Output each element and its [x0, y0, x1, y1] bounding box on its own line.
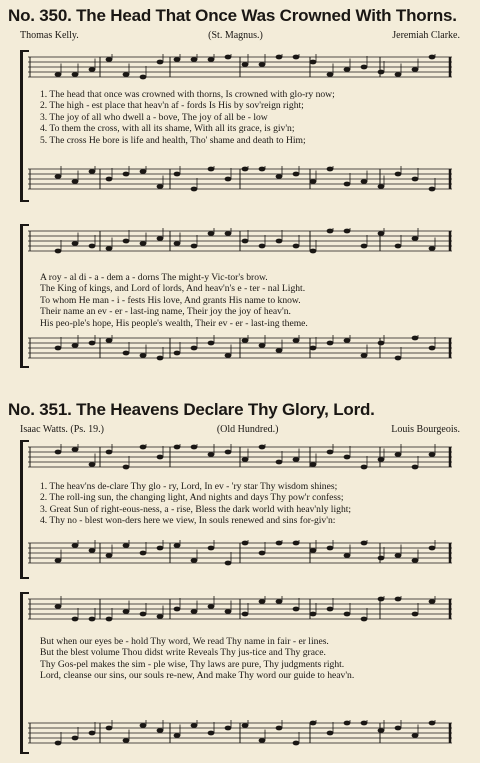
- note-head: [123, 239, 130, 244]
- note-head: [327, 341, 334, 346]
- verse-line: 3. The joy of all who dwell a - bove, The joy of all be - low: [40, 111, 268, 123]
- note-head: [55, 450, 62, 455]
- note-head: [361, 617, 368, 622]
- note-head: [395, 72, 402, 77]
- note-head: [293, 741, 300, 746]
- note-head: [225, 450, 232, 455]
- hymn-350-verses-b: [40, 272, 448, 329]
- verse-line: The King of kings, and Lord of lords, And heav'n's e - ter - nal Light.: [40, 283, 306, 295]
- note-head: [242, 239, 249, 244]
- note-head: [378, 231, 385, 236]
- note-head: [140, 445, 147, 450]
- note-head: [208, 341, 215, 346]
- note-head: [395, 452, 402, 457]
- note-head: [395, 172, 402, 177]
- note-head: [208, 57, 215, 62]
- note-head: [140, 551, 147, 556]
- note-head: [361, 65, 368, 70]
- note-head: [378, 184, 385, 189]
- note-head: [55, 741, 62, 746]
- hymn-351-author: Isaac Watts. (Ps. 19.): [20, 424, 104, 435]
- note-head: [429, 55, 436, 60]
- note-head: [293, 244, 300, 249]
- note-head: [191, 57, 198, 62]
- note-head: [225, 561, 232, 566]
- note-head: [276, 726, 283, 731]
- note-head: [412, 336, 419, 341]
- note-head: [327, 72, 334, 77]
- note-head: [259, 343, 266, 348]
- note-head: [208, 604, 215, 609]
- note-head: [395, 726, 402, 731]
- note-head: [378, 556, 385, 561]
- note-head: [123, 351, 130, 356]
- note-head: [293, 338, 300, 343]
- note-head: [123, 72, 130, 77]
- note-head: [344, 182, 351, 187]
- note-head: [327, 546, 334, 551]
- note-head: [157, 60, 164, 65]
- hymn-350-treble-staff-2: [28, 228, 452, 255]
- note-head: [191, 187, 198, 192]
- note-head: [191, 346, 198, 351]
- note-head: [123, 609, 130, 614]
- note-head: [208, 452, 215, 457]
- note-head: [208, 231, 215, 236]
- note-head: [191, 723, 198, 728]
- note-head: [310, 249, 317, 254]
- note-head: [242, 338, 249, 343]
- note-head: [225, 353, 232, 358]
- note-head: [293, 457, 300, 462]
- note-head: [174, 241, 181, 246]
- note-head: [344, 612, 351, 617]
- note-head: [378, 341, 385, 346]
- note-head: [123, 543, 130, 548]
- note-head: [157, 455, 164, 460]
- hymn-350-author: Thomas Kelly.: [20, 30, 79, 41]
- verse-line: 1. The heav'ns de-clare Thy glo - ry, Lord, In ev - 'ry star Thy wisdom shines;: [40, 481, 338, 492]
- note-head: [242, 62, 249, 67]
- note-head: [157, 184, 164, 189]
- note-head: [310, 462, 317, 467]
- note-head: [429, 599, 436, 604]
- note-head: [259, 445, 266, 450]
- note-head: [259, 599, 266, 604]
- note-head: [55, 346, 62, 351]
- hymn-351-treble-staff-1: [28, 444, 452, 471]
- note-head: [429, 187, 436, 192]
- note-head: [344, 229, 351, 234]
- note-head: [174, 543, 181, 548]
- note-head: [310, 179, 317, 184]
- verse-line: But the blest volume Thou didst write Reveals Thy jus-tice and Thy grace.: [40, 647, 326, 659]
- hymn-350-bass-staff-2: [28, 335, 452, 362]
- note-head: [276, 348, 283, 353]
- note-head: [174, 172, 181, 177]
- note-head: [55, 604, 62, 609]
- note-head: [276, 599, 283, 604]
- note-head: [157, 728, 164, 733]
- note-head: [106, 726, 113, 731]
- note-head: [412, 558, 419, 563]
- note-head: [412, 465, 419, 470]
- note-head: [412, 612, 419, 617]
- note-head: [242, 167, 249, 172]
- note-head: [395, 597, 402, 602]
- note-head: [72, 179, 79, 184]
- note-head: [140, 612, 147, 617]
- note-head: [191, 558, 198, 563]
- note-head: [174, 445, 181, 450]
- hymn-350-treble-staff-1: [28, 54, 452, 81]
- note-head: [157, 236, 164, 241]
- hymn-351-bass-staff-2: [28, 720, 452, 747]
- verse-line: 2. The roll-ing sun, the changing light, And nights and days Thy pow'r confess;: [40, 492, 344, 504]
- note-head: [361, 244, 368, 249]
- note-head: [310, 548, 317, 553]
- note-head: [140, 353, 147, 358]
- note-head: [259, 62, 266, 67]
- hymn-351-bass-staff-1: [28, 540, 452, 567]
- hymn-351-treble-staff-2: [28, 596, 452, 623]
- hymn-350-title: No. 350. The Head That Once Was Crowned With Thorns.: [8, 6, 457, 25]
- verse-line: Lord, cleanse our sins, our souls re-new, And make Thy word our guide to heav'n.: [40, 670, 355, 682]
- note-head: [208, 546, 215, 551]
- note-head: [89, 67, 96, 72]
- hymn-351-title: No. 351. The Heavens Declare Thy Glory, Lord.: [8, 400, 375, 419]
- note-head: [208, 167, 215, 172]
- note-head: [310, 612, 317, 617]
- verse-line: His peo-ple's hope, His people's wealth, Their ev - er - last-ing theme.: [40, 317, 308, 329]
- note-head: [55, 174, 62, 179]
- note-head: [140, 169, 147, 174]
- note-head: [276, 541, 283, 546]
- hymn-351-verses-b: [40, 636, 448, 682]
- note-head: [72, 543, 79, 548]
- note-head: [327, 229, 334, 234]
- note-head: [140, 75, 147, 80]
- hymn-351-credits: [20, 424, 460, 435]
- note-head: [191, 244, 198, 249]
- verse-line: But when our eyes be - hold Thy word, We read Thy name in fair - er lines.: [40, 636, 329, 647]
- hymn-350-verses-a: [40, 89, 448, 146]
- note-head: [310, 60, 317, 65]
- note-head: [276, 55, 283, 60]
- note-head: [106, 553, 113, 558]
- verse-line: 4. Thy no - blest won-ders here we view, In souls renewed and sins for-giv'n:: [40, 515, 336, 527]
- hymn-351-composer: Louis Bourgeois.: [391, 424, 460, 435]
- note-head: [276, 460, 283, 465]
- note-head: [378, 597, 385, 602]
- note-head: [429, 346, 436, 351]
- note-head: [174, 57, 181, 62]
- hymn-351-verses-a: [40, 481, 448, 527]
- note-head: [140, 241, 147, 246]
- note-head: [429, 546, 436, 551]
- note-head: [361, 721, 368, 726]
- hymn-351-tune: (Old Hundred.): [216, 424, 279, 435]
- note-head: [106, 338, 113, 343]
- note-head: [225, 55, 232, 60]
- note-head: [344, 721, 351, 726]
- note-head: [412, 236, 419, 241]
- note-head: [344, 553, 351, 558]
- note-head: [140, 723, 147, 728]
- note-head: [242, 457, 249, 462]
- verse-line: 3. Great Sun of right-eous-ness, a - rise, Bless the dark world with heav'nly light;: [40, 503, 352, 515]
- note-head: [106, 177, 113, 182]
- hymn-350-tune: (St. Magnus.): [208, 30, 263, 41]
- note-head: [89, 169, 96, 174]
- note-head: [429, 452, 436, 457]
- note-head: [225, 231, 232, 236]
- note-head: [106, 57, 113, 62]
- verse-line: 4. To them the cross, with all its shame, With all its grace, is giv'n;: [40, 123, 295, 135]
- note-head: [157, 614, 164, 619]
- note-head: [361, 179, 368, 184]
- note-head: [72, 241, 79, 246]
- verse-line: 1. The head that once was crowned with thorns, Is crowned with glo-ry now;: [40, 89, 335, 100]
- hymn-350-composer: Jeremiah Clarke.: [392, 30, 460, 41]
- note-head: [361, 353, 368, 358]
- note-head: [72, 736, 79, 741]
- note-head: [310, 721, 317, 726]
- note-head: [106, 246, 113, 251]
- note-head: [361, 465, 368, 470]
- note-head: [344, 67, 351, 72]
- note-head: [89, 341, 96, 346]
- note-head: [191, 445, 198, 450]
- note-head: [395, 553, 402, 558]
- note-head: [89, 617, 96, 622]
- note-head: [72, 72, 79, 77]
- note-head: [412, 67, 419, 72]
- note-head: [174, 607, 181, 612]
- note-head: [89, 548, 96, 553]
- note-head: [174, 351, 181, 356]
- note-head: [225, 726, 232, 731]
- note-head: [276, 174, 283, 179]
- note-head: [310, 346, 317, 351]
- note-head: [157, 546, 164, 551]
- note-head: [174, 733, 181, 738]
- note-head: [55, 249, 62, 254]
- note-head: [259, 551, 266, 556]
- note-head: [225, 177, 232, 182]
- note-head: [191, 609, 198, 614]
- note-head: [395, 356, 402, 361]
- note-head: [327, 731, 334, 736]
- hymn-350-credits: [20, 30, 460, 41]
- verse-line: 2. The high - est place that heav'n af - fords Is His by sov'reign right;: [40, 100, 304, 112]
- note-head: [106, 450, 113, 455]
- note-head: [293, 607, 300, 612]
- note-head: [225, 609, 232, 614]
- note-head: [123, 738, 130, 743]
- note-head: [259, 244, 266, 249]
- verse-line: To whom He man - i - fests His love, And grants His name to know.: [40, 294, 301, 306]
- note-head: [327, 607, 334, 612]
- note-head: [293, 55, 300, 60]
- note-head: [242, 541, 249, 546]
- note-head: [55, 558, 62, 563]
- note-head: [412, 177, 419, 182]
- note-head: [106, 617, 113, 622]
- note-head: [293, 541, 300, 546]
- note-head: [72, 617, 79, 622]
- note-head: [123, 465, 130, 470]
- note-head: [378, 70, 385, 75]
- note-head: [412, 733, 419, 738]
- note-head: [259, 738, 266, 743]
- note-head: [208, 731, 215, 736]
- note-head: [157, 356, 164, 361]
- hymn-350-bass-staff-1: [28, 166, 452, 193]
- note-head: [89, 462, 96, 467]
- verse-line: Their name an ev - er - last-ing name, Their joy the joy of heav'n.: [40, 306, 291, 318]
- note-head: [395, 244, 402, 249]
- note-head: [344, 455, 351, 460]
- note-head: [242, 723, 249, 728]
- note-head: [259, 167, 266, 172]
- note-head: [361, 541, 368, 546]
- note-head: [327, 167, 334, 172]
- note-head: [276, 239, 283, 244]
- note-head: [293, 172, 300, 177]
- note-head: [327, 450, 334, 455]
- note-head: [378, 728, 385, 733]
- note-head: [89, 244, 96, 249]
- note-head: [55, 72, 62, 77]
- note-head: [378, 457, 385, 462]
- note-head: [429, 721, 436, 726]
- note-head: [242, 612, 249, 617]
- note-head: [344, 338, 351, 343]
- note-head: [429, 246, 436, 251]
- note-head: [123, 172, 130, 177]
- note-head: [89, 731, 96, 736]
- verse-line: 5. The cross He bore is life and health, Tho' shame and death to Him;: [40, 134, 306, 146]
- note-head: [72, 447, 79, 452]
- verse-line: Thy Gos-pel makes the sim - ple wise, Thy laws are pure, Thy judgments right.: [40, 658, 345, 670]
- verse-line: A roy - al di - a - dem a - dorns The might-y Vic-tor's brow.: [40, 272, 268, 283]
- note-head: [72, 343, 79, 348]
